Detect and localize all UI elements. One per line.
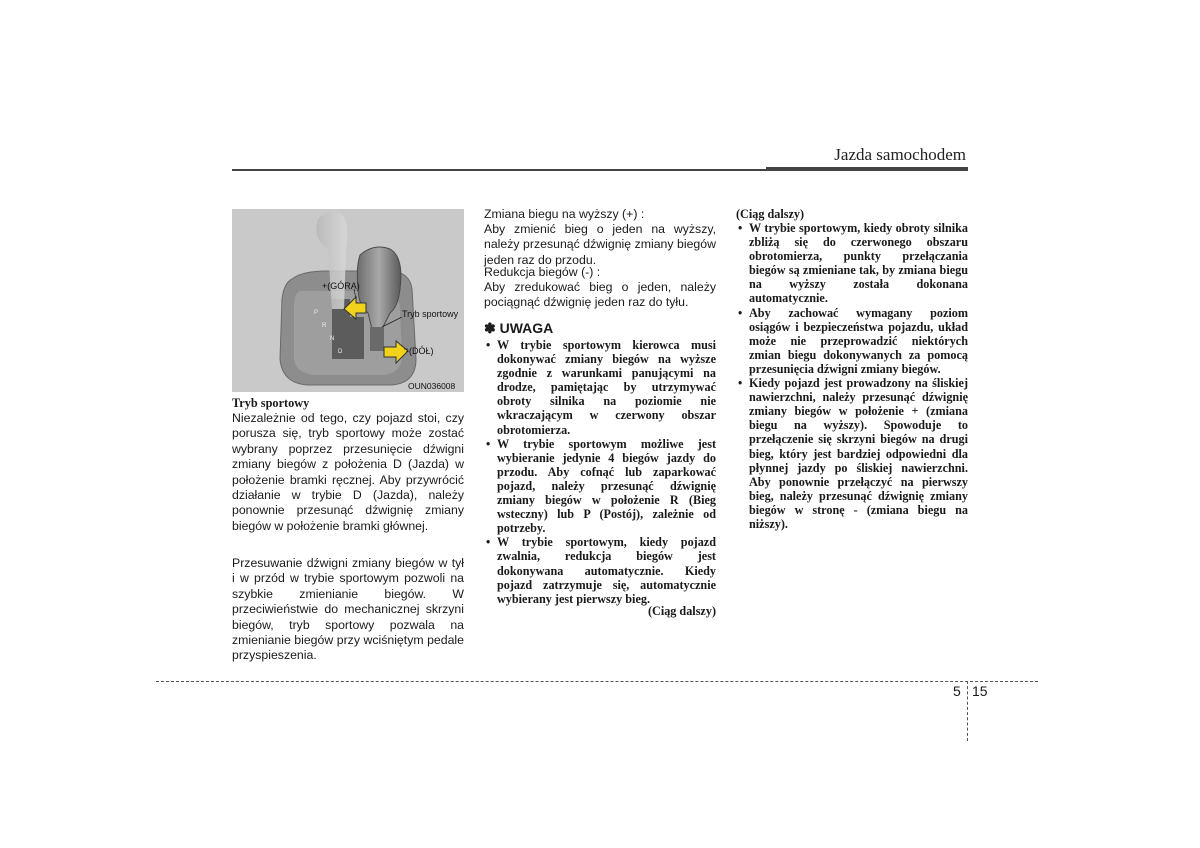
chapter-number: 5 <box>953 683 961 699</box>
footer-rule <box>156 681 1038 682</box>
downshift-title: Redukcja biegów (-) : <box>484 265 601 279</box>
warning-title: UWAGA <box>499 320 554 336</box>
gate-letter-d: D <box>338 349 343 355</box>
gate-letter-n: N <box>330 336 335 342</box>
warning-item: • W trybie sportowym kierowca musi dokonywać zmiany biegów na wyższe zgodnie z warunkami panującymi na drodze, pamiętając by utrzymywać obroty silnika na poziomie nie wkraczającym w czerwony obszar obrotomierza. <box>484 338 716 437</box>
warning-heading <box>484 321 716 336</box>
continued-label: (Ciąg dalszy) <box>647 604 716 618</box>
header-rule-accent <box>766 167 968 171</box>
warning-item: • W trybie sportowym, kiedy obroty silnika zbliżą się do czerwonego obszaru obrotomierza, punkty przełączania biegów są zmieniane tak, by zmiana biegu na wyższy została dokonana automatycznie. <box>736 221 968 306</box>
paragraph-sport-mode-shifting: Przesuwanie dźwigni zmiany biegów w tył i w przód w trybie sportowym pozwoli na szybkie zmienianie biegów. W przeciwieństwie do mechanicznej skrzyni biegów, tryb sportowy pozwala na zmienianie biegów przy wciśniętym pedale przyspieszenia. <box>232 556 464 663</box>
gear-shifter-figure <box>232 209 464 392</box>
warning-item: • Aby zachować wymagany poziom osiągów i bezpieczeństwa pojazdu, układ może nie przeprowadzić niektórych zmian biegu dokonywanych za pomocą przesunięcia dźwigni zmiany biegów. <box>736 306 968 376</box>
warning-item: • W trybie sportowym możliwe jest wybieranie jedynie 4 biegów jazdy do przodu. Aby cofnąć lub zaparkować pojazd, należy przesunąć dźwignię zmiany biegów w położenie R (Bieg wsteczny) lub P (Postój), zależnie od potrzeby. <box>484 437 716 536</box>
warning-item: • Kiedy pojazd jest prowadzony na śliskiej nawierzchni, należy przesunąć dźwignię zmiany biegów w położenie + (zmiana biegu na wyższy). Spowoduje to przełączenie się skrzyni biegów na drugi bieg, który jest bardziej odpowiedni dla płynnej jazdy po śliskiej nawierzchni. Aby ponownie przełączyć na pierwszy bieg, należy przesunąć dźwignię zmiany biegów w stronę - (zmiana biegu na niższy). <box>736 376 968 531</box>
warning-symbol-icon: ✽ <box>484 320 496 336</box>
warning-list-continued <box>736 221 968 531</box>
upshift-text: Aby zmienić bieg o jeden na wyższy, należy przesunąć dźwignię zmiany biegów jeden raz do przodu. <box>484 222 716 267</box>
downshift-text: Aby zredukować bieg o jeden, należy pociągnąć dźwignię jeden raz do tyłu. <box>484 280 716 310</box>
page-number: 15 <box>972 683 988 699</box>
paragraph-sport-mode-select: Niezależnie od tego, czy pojazd stoi, czy porusza się, tryb sportowy może zostać wybrany poprzez przesunięcie dźwigni zmiany biegów z położenia D (Jazda) w położenie bramki ręcznej. Aby przywrócić działanie w trybie D (Jazda), należy ponownie przesunąć dźwignię zmiany biegów w położenie bramki głównej. <box>232 411 464 533</box>
gear-shifter-illustration <box>232 209 464 392</box>
warning-item: • W trybie sportowym, kiedy pojazd zwalnia, redukcja biegów jest dokonywana automatycznie. Kiedy pojazd zatrzymuje się, automatycznie wybierany jest pierwszy bieg. <box>484 535 716 605</box>
running-header: Jazda samochodem <box>834 145 966 164</box>
figure-label-sport-mode: Tryb sportowy <box>402 309 459 319</box>
gate-letter-r: R <box>322 323 327 329</box>
footer-vertical-rule <box>967 681 968 741</box>
continued-from-label: (Ciąg dalszy) <box>736 207 805 221</box>
figure-label-down: -(DÓŁ) <box>406 346 434 356</box>
figure-code: OUN036008 <box>408 381 456 391</box>
upshift-title: Zmiana biegu na wyższy (+) : <box>484 207 645 221</box>
gate-letter-p: P <box>314 310 319 316</box>
figure-label-up: +(GÓRA) <box>322 281 360 291</box>
warning-list <box>484 338 716 606</box>
section-heading-sport-mode: Tryb sportowy <box>232 396 310 410</box>
